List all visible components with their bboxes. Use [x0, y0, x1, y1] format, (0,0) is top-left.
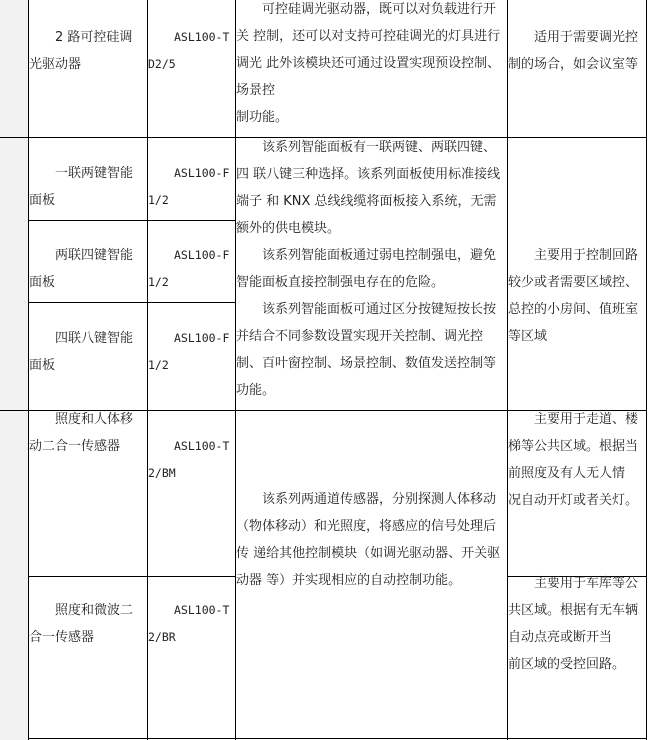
product-description: 该系列智能面板有一联两键、两联四键、四 联八键三种选择。该系列面板使用标准接线端子 和 KNX 总线线缆将面板接入系统，无需额外的供电模块。 [236, 140, 501, 236]
first-column-shade [0, 0, 28, 740]
product-model: ASL100-F1/2 [148, 166, 230, 207]
product-application: 适用于需要调光控制的场合，如会议室等 [508, 30, 639, 72]
product-name: 2 路可控硅调光驱动器 [29, 30, 133, 72]
product-description: 可控硅调光驱动器，既可以对负载进行开关 控制，还可以对支持可控硅调光的灯具进行调光 此外该模块还可通过设置实现预设控制、场景控 制功能。 [236, 2, 501, 125]
table-border-bottom [28, 738, 647, 739]
sub-row-divider [28, 302, 236, 303]
product-application: 主要用于控制回路较少或者需要区域控、总控的小房间、值班室等区域 [508, 248, 639, 344]
product-description: 该系列两通道传感器，分别探测人体移动 （物体移动）和光照度，将感应的信号处理后传 递给其他控制模块（如调光驱动器、开关驱动器 等）并实现相应的自动控制功能。 [236, 492, 501, 588]
product-name: 照度和微波二合一传感器 [29, 603, 134, 645]
product-name: 照度和人体移动二合一传感器 [29, 412, 134, 454]
table-border-right [646, 0, 647, 740]
product-description: 该系列智能面板可通过区分按键短按长按并结合不同参数设置实现开关控制、调光控制、百叶窗控制、场景控制、数值发送控制等功能。 [236, 302, 497, 398]
product-model: ASL100-TD2/5 [148, 30, 230, 71]
product-name: 四联八键智能面板 [29, 331, 134, 373]
sub-row-divider [28, 220, 236, 221]
product-name: 一联两键智能面板 [29, 166, 134, 208]
sub-row-divider [28, 576, 236, 577]
product-name: 两联四键智能面板 [29, 248, 134, 290]
product-application: 主要用于车库等公共区域。根据有无车辆自动点亮或断开当 前区域的受控回路。 [508, 576, 639, 672]
product-model: ASL100-T2/BR [148, 603, 230, 644]
product-model: ASL100-T2/BM [148, 439, 230, 480]
product-model: ASL100-F1/2 [148, 331, 230, 372]
product-application: 主要用于走道、楼梯等公共区域。根据当前照度及有人无人情 况自动开灯或者关灯。 [508, 412, 639, 508]
product-description: 该系列智能面板通过弱电控制强电，避免智能面板直接控制强电存在的危险。 [236, 248, 497, 290]
product-model: ASL100-F1/2 [148, 248, 230, 289]
